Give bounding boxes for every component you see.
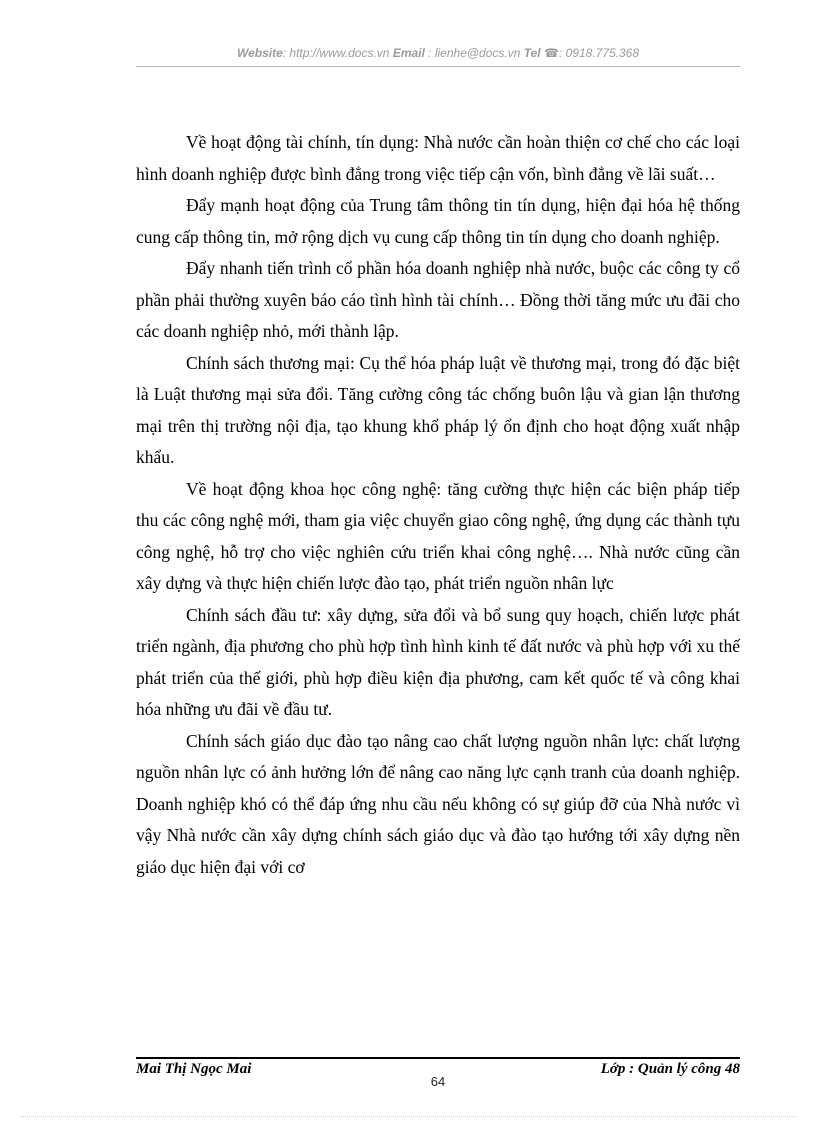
paragraph-trade-policy: Chính sách thương mại: Cụ thể hóa pháp luật về thương mại, trong đó đặc biệt là Luật thương mại sửa đổi. Tăng cường công tác chống buôn lậu và gian lận thương mại trên thị trường nội địa, tạo khung khổ pháp lý ổn định cho hoạt động xuất nhập khẩu. <box>136 352 740 467</box>
paragraph-education-policy: Chính sách giáo dục đào tạo nâng cao chất lượng nguồn nhân lực: chất lượng nguồn nhân lực có ảnh hưởng lớn để nâng cao năng lực cạnh tranh của doanh nghiệp. Doanh nghiệp khó có thể đáp ứng nhu cầu nếu không có sự giúp đỡ của Nhà nước vì vậy Nhà nước cần xây dựng chính sách giáo dục và đào tạo hướng tới xây dựng nền giáo dục hiện đại với cơ <box>136 730 740 877</box>
website-label: Website <box>236 46 283 60</box>
page-header <box>136 46 740 60</box>
website-value: : http://www.docs.vn <box>282 46 390 60</box>
footer-divider <box>136 1057 740 1059</box>
paragraph-science-technology: Về hoạt động khoa học công nghệ: tăng cường thực hiện các biện pháp tiếp thu các công nghệ mới, tham gia việc chuyển giao công nghệ, ứng dụng các thành tựu công nghệ, hỗ trợ cho việc nghiên cứu triển khai công nghệ…. Nhà nước cũng cần xây dựng và thực hiện chiến lược đào tạo, phát triển nguồn nhân lực <box>136 478 740 593</box>
header-divider <box>136 66 740 67</box>
document-body <box>136 127 740 883</box>
footer-class: Lớp : Quản lý công 48 <box>600 1061 740 1077</box>
email-value: : lienhe@docs.vn <box>428 46 521 60</box>
paragraph-credit-info: Đẩy mạnh hoạt động của Trung tâm thông tin tín dụng, hiện đại hóa hệ thống cung cấp thông tin, mở rộng dịch vụ cung cấp thông tin tín dụng cho doanh nghiệp. <box>136 195 740 247</box>
bottom-dotted-border <box>20 1116 796 1117</box>
paragraph-finance: Về hoạt động tài chính, tín dụng: Nhà nước cần hoàn thiện cơ chế cho các loại hình doanh nghiệp được bình đẳng trong việc tiếp cận vốn, bình đẳng về lãi suất… <box>136 132 740 184</box>
email-label: Email <box>392 46 425 60</box>
page-number: 64 <box>430 1074 446 1089</box>
paragraph-investment-policy: Chính sách đầu tư: xây dựng, sửa đổi và bổ sung quy hoạch, chiến lược phát triển ngành, địa phương cho phù hợp tình hình kinh tế đất nước và phù hợp với xu thế phát triển của thế giới, phù hợp điều kiện địa phương, cam kết quốc tế và công khai hóa những ưu đãi về đầu tư. <box>136 604 740 719</box>
tel-value: : 0918.775.368 <box>558 46 640 60</box>
paragraph-equitization: Đẩy nhanh tiến trình cổ phần hóa doanh nghiệp nhà nước, buộc các công ty cổ phần phải thường xuyên báo cáo tình hình tài chính… Đồng thời tăng mức ưu đãi cho các doanh nghiệp nhỏ, mới thành lập. <box>136 258 740 341</box>
tel-label: Tel <box>523 46 541 60</box>
phone-icon: ☎ <box>544 46 559 60</box>
footer-author: Mai Thị Ngọc Mai <box>136 1061 252 1077</box>
